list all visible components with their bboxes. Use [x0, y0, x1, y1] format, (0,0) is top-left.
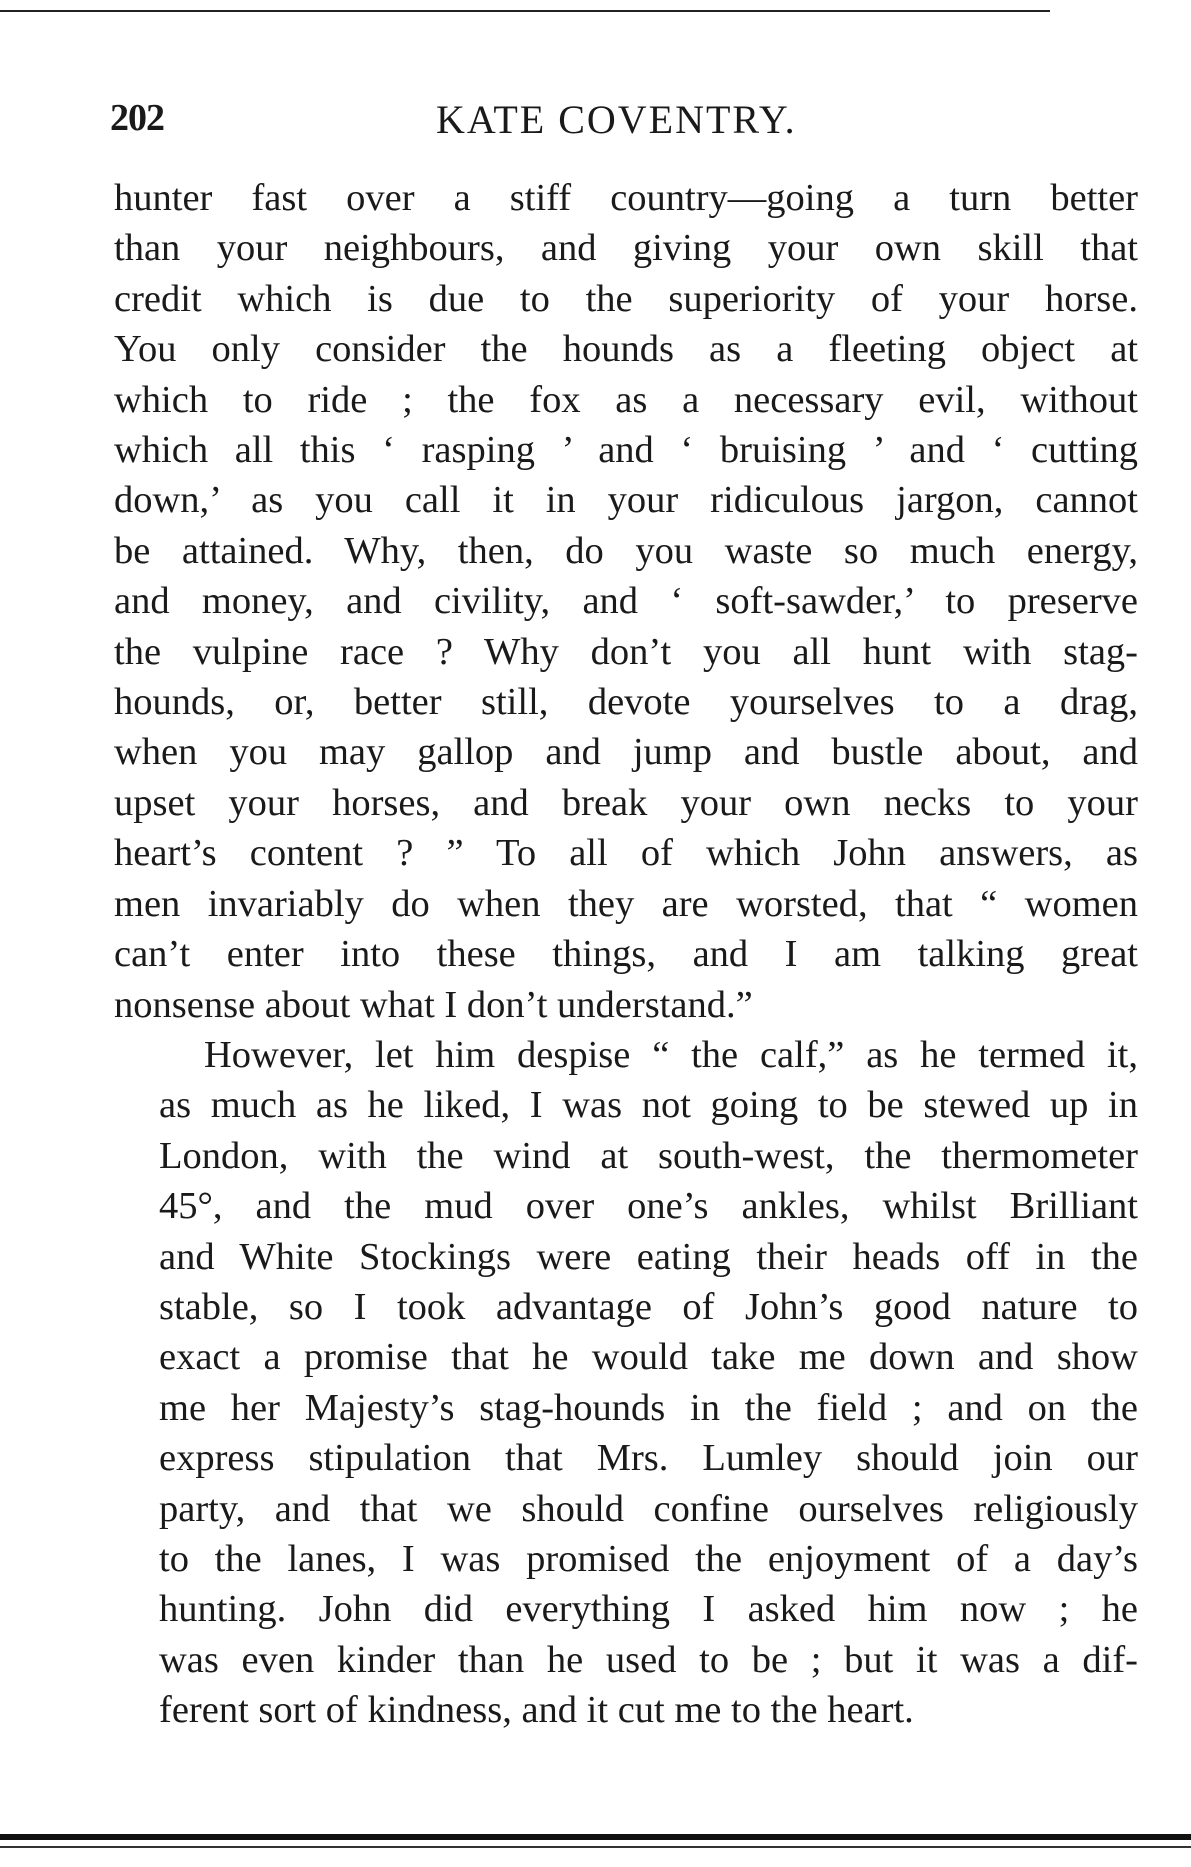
text-line: However, let him despise “ the calf,” as he termed it, — [204, 1033, 1138, 1076]
bottom-rule — [0, 1834, 1191, 1840]
text-line: was even kinder than he used to be ; but it was a dif- — [159, 1638, 1138, 1681]
text-line: credit which is due to the superiority of your horse. — [114, 277, 1138, 320]
text-line: than your neighbours, and giving your own skill that — [114, 227, 1138, 270]
text-line: and money, and civility, and ‘ soft-sawder,’ to preserve — [114, 580, 1138, 623]
text-line: as much as he liked, I was not going to be stewed up in — [159, 1084, 1138, 1127]
top-rule — [0, 10, 1050, 12]
text-line: upset your horses, and break your own necks to your — [114, 781, 1138, 824]
text-line: be attained. Why, then, do you waste so much energy, — [114, 529, 1138, 572]
page-header — [110, 96, 1140, 156]
body-text — [114, 173, 1138, 1736]
text-line: heart’s content ? ” To all of which John answers, as — [114, 832, 1138, 875]
text-line: You only consider the hounds as a fleeting object at — [114, 328, 1138, 371]
text-line: can’t enter into these things, and I am talking great — [114, 933, 1138, 976]
text-line: which to ride ; the fox as a necessary evil, without — [114, 378, 1138, 421]
text-line: hunting. John did everything I asked him now ; he — [159, 1588, 1138, 1631]
bottom-rule-thin — [0, 1846, 1191, 1848]
text-line: hunter fast over a stiff country—going a turn better — [114, 177, 1138, 219]
text-line: express stipulation that Mrs. Lumley should join our — [159, 1437, 1138, 1480]
text-line: nonsense about what I don’t understand.” — [114, 983, 753, 1026]
text-line: and White Stockings were eating their heads off in the — [159, 1235, 1138, 1278]
text-line: which all this ‘ rasping ’ and ‘ bruising ’ and ‘ cutting — [114, 429, 1138, 472]
running-title: KATE COVENTRY. — [436, 97, 797, 142]
text-line: the vulpine race ? Why don’t you all hunt with stag- — [114, 630, 1138, 673]
text-line: when you may gallop and jump and bustle about, and — [114, 731, 1138, 774]
text-line: down,’ as you call it in your ridiculous jargon, cannot — [114, 479, 1138, 522]
text-line: London, with the wind at south-west, the thermometer — [159, 1134, 1138, 1177]
paragraph-2 — [114, 1030, 1138, 1736]
text-line: stable, so I took advantage of John’s good nature to — [159, 1285, 1138, 1328]
text-line: men invariably do when they are worsted, that “ women — [114, 882, 1138, 925]
text-line: me her Majesty’s stag-hounds in the field ; and on the — [159, 1386, 1138, 1429]
text-line: to the lanes, I was promised the enjoyment of a day’s — [159, 1537, 1138, 1580]
text-line: exact a promise that he would take me down and show — [159, 1336, 1138, 1379]
text-line: hounds, or, better still, devote yourselves to a drag, — [114, 681, 1138, 724]
text-line: party, and that we should confine ourselves religiously — [159, 1487, 1138, 1530]
text-line: ferent sort of kindness, and it cut me to the heart. — [159, 1689, 914, 1732]
paragraph-1 — [114, 173, 1138, 1030]
page-number: 202 — [110, 97, 164, 139]
text-line: 45°, and the mud over one’s ankles, whilst Brilliant — [159, 1185, 1138, 1228]
